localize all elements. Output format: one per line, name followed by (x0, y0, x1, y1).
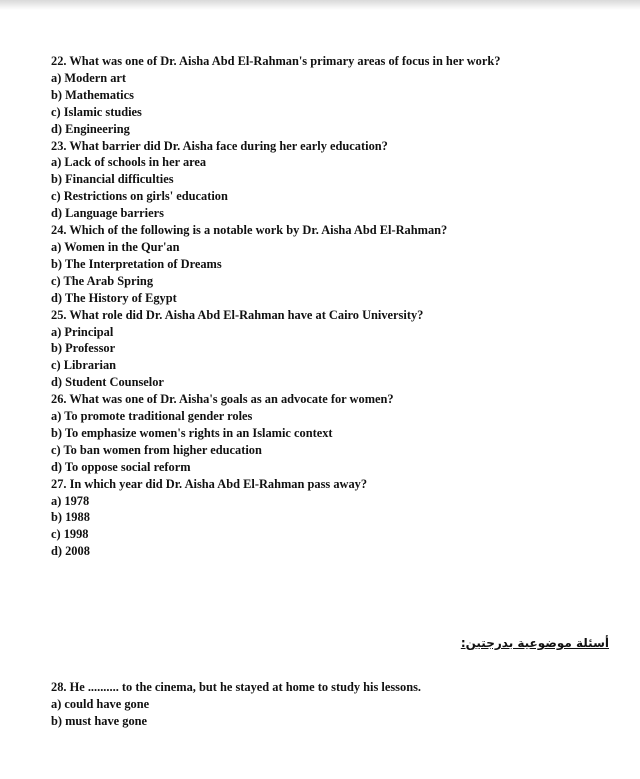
option-28-a: a) could have gone (51, 696, 150, 711)
page-top-edge (0, 0, 640, 10)
question-27: 27. In which year did Dr. Aisha Abd El-Rahman pass away? (51, 476, 368, 491)
question-28: 28. He .......... to the cinema, but he stayed at home to study his lessons. (51, 680, 422, 694)
option-27-c: c) 1998 (51, 527, 89, 542)
option-28-b: b) must have gone (51, 713, 148, 728)
question-23: 23. What barrier did Dr. Aisha face during her early education? (51, 138, 388, 153)
option-25-a: a) Principal (51, 324, 114, 339)
option-25-c: c) Librarian (51, 358, 117, 373)
option-26-a: a) To promote traditional gender roles (51, 409, 253, 424)
option-22-c: c) Islamic studies (51, 104, 142, 119)
option-23-b: b) Financial difficulties (51, 172, 174, 187)
option-25-d: d) Student Counselor (51, 375, 164, 390)
question-25: 25. What role did Dr. Aisha Abd El-Rahman have at Cairo University? (51, 307, 424, 322)
option-22-b: b) Mathematics (51, 87, 134, 102)
option-26-b: b) To emphasize women's rights in an Islamic context (51, 425, 333, 440)
question-26: 26. What was one of Dr. Aisha's goals as an advocate for women? (51, 392, 394, 407)
option-24-a: a) Women in the Qur'an (51, 239, 180, 254)
option-23-c: c) Restrictions on girls' education (51, 189, 228, 204)
option-24-c: c) The Arab Spring (51, 273, 154, 288)
question-24: 24. Which of the following is a notable work by Dr. Aisha Abd El-Rahman? (51, 223, 448, 238)
option-25-b: b) Professor (51, 341, 116, 356)
option-23-a: a) Lack of schools in her area (51, 155, 207, 170)
option-26-c: c) To ban women from higher education (51, 442, 262, 457)
question-28-block (51, 679, 421, 730)
section-heading: أسئلة موضوعية بدرجتين: (460, 636, 609, 650)
option-27-d: d) 2008 (51, 544, 90, 559)
option-27-b: b) 1988 (51, 510, 90, 525)
option-24-d: d) The History of Egypt (51, 290, 177, 305)
questions-block (51, 53, 611, 560)
option-23-d: d) Language barriers (51, 206, 164, 221)
option-24-b: b) The Interpretation of Dreams (51, 256, 222, 271)
question-22: 22. What was one of Dr. Aisha Abd El-Rahman's primary areas of focus in her work? (51, 54, 501, 68)
option-22-a: a) Modern art (51, 70, 127, 85)
option-22-d: d) Engineering (51, 121, 130, 136)
option-26-d: d) To oppose social reform (51, 459, 191, 474)
option-27-a: a) 1978 (51, 493, 90, 508)
